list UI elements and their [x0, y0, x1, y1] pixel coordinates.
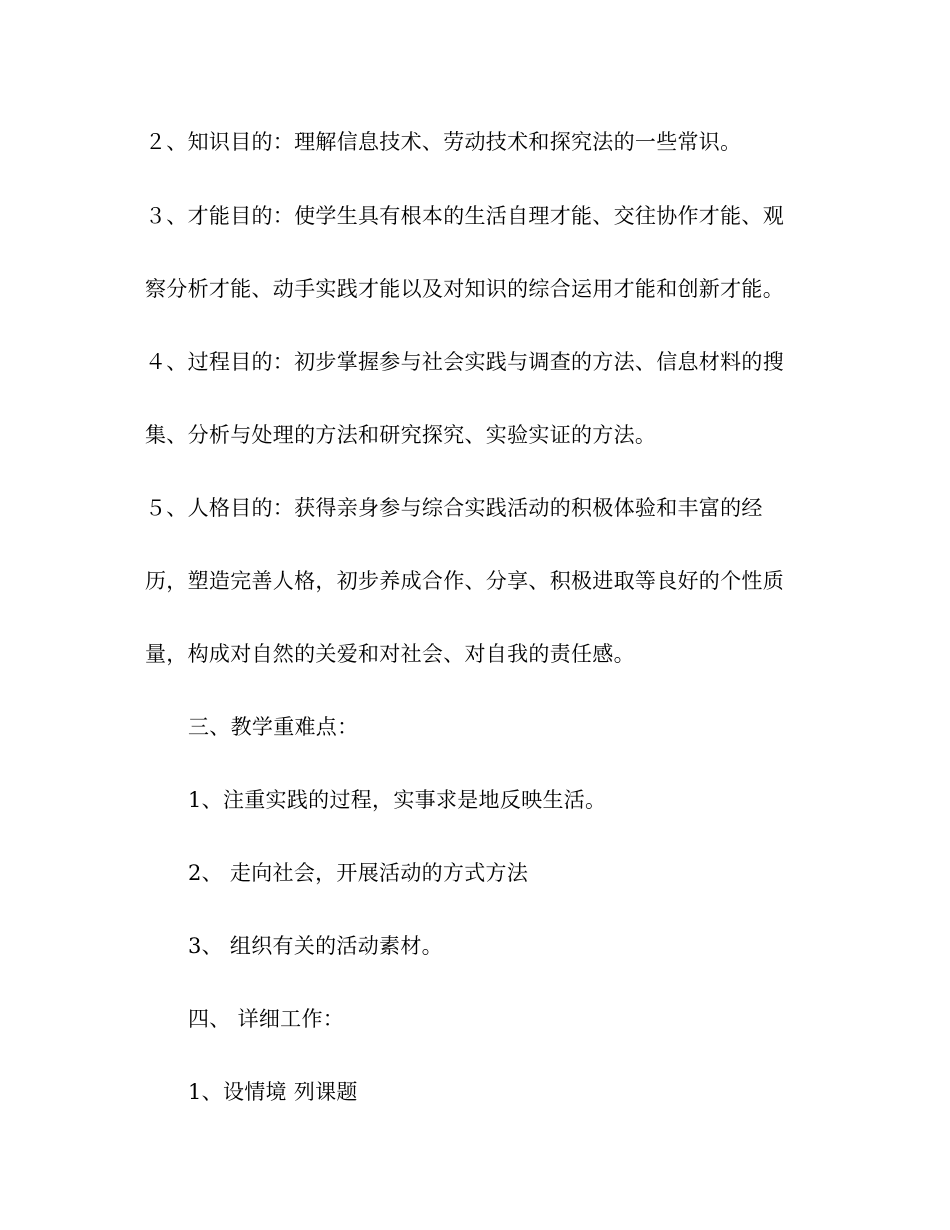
goal-knowledge-line: ２、知识目的：理解信息技术、劳动技术和探究法的一些常识。 — [145, 130, 742, 154]
goal-personality-line-2: 历，塑造完善人格，初步养成合作、分享、积极进取等良好的个性质 — [145, 569, 784, 593]
goal-personality-line-1: ５、人格目的：获得亲身参与综合实践活动的积极体验和丰富的经 — [145, 496, 763, 520]
key-point-item-2: 2、 走向社会，开展活动的方式方法 — [188, 861, 529, 885]
key-point-item-1: 1、注重实践的过程，实事求是地反映生活。 — [188, 788, 607, 812]
work-item-1: 1、设情境 列课题 — [188, 1080, 358, 1104]
goal-personality-line-3: 量，构成对自然的关爱和对社会、对自我的责任感。 — [145, 642, 635, 666]
goal-process-line-1: ４、过程目的：初步掌握参与社会实践与调查的方法、信息材料的搜 — [145, 350, 784, 374]
key-point-item-3: 3、 组织有关的活动素材。 — [188, 934, 443, 958]
section-heading-key-points: 三、教学重难点： — [188, 715, 359, 739]
goal-process-line-2: 集、分析与处理的方法和研究探究、实验实证的方法。 — [145, 423, 657, 447]
section-heading-detailed-work: 四、 详细工作： — [188, 1007, 345, 1031]
goal-ability-line-2: 察分析才能、动手实践才能以及对知识的综合运用才能和创新才能。 — [145, 277, 784, 301]
goal-ability-line-1: ３、才能目的：使学生具有根本的生活自理才能、交往协作才能、观 — [145, 204, 784, 228]
